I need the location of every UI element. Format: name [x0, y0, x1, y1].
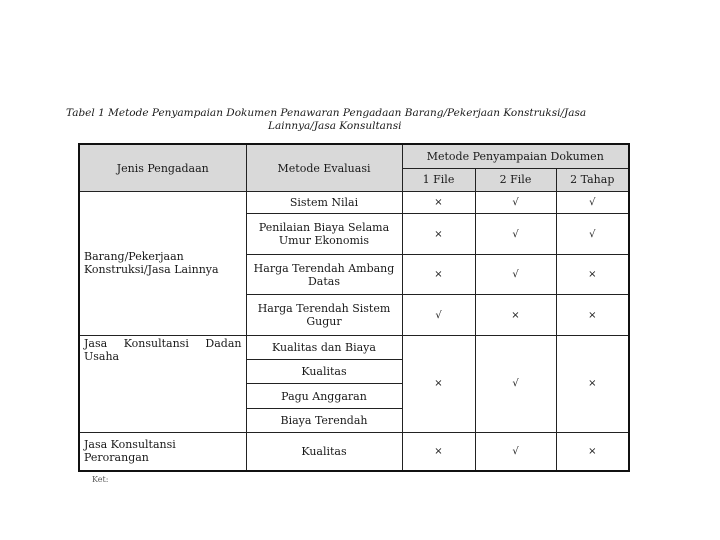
mark-2-file: √	[475, 335, 556, 432]
mark-2-tahap: ×	[556, 432, 629, 471]
group-barang-konstruksi: Barang/Pekerjaan Konstruksi/Jasa Lainnya	[79, 192, 246, 336]
caption-line-2: Lainnya/Jasa Konsultansi	[268, 120, 402, 132]
header-2-tahap: 2 Tahap	[556, 168, 629, 191]
header-metode-evaluasi: Metode Evaluasi	[246, 144, 402, 192]
table-header-row	[79, 144, 629, 168]
metode-cell: Kualitas	[246, 432, 402, 471]
mark-2-file: √	[475, 192, 556, 214]
mark-1-file: ×	[402, 214, 475, 254]
mark-2-file: ×	[475, 295, 556, 335]
metode-cell: Sistem Nilai	[246, 192, 402, 214]
mark-2-file: √	[475, 214, 556, 254]
header-2-file: 2 File	[475, 168, 556, 191]
metode-cell: Biaya Terendah	[246, 408, 402, 432]
group-konsultansi-perorangan: Jasa Konsultansi Perorangan	[79, 432, 246, 471]
metode-cell: Harga Terendah Sistem Gugur	[246, 295, 402, 335]
mark-2-file: √	[475, 254, 556, 294]
header-metode-penyampaian: Metode Penyampaian Dokumen	[402, 144, 629, 168]
table-caption	[66, 107, 606, 133]
mark-2-tahap: √	[556, 214, 629, 254]
table-row	[79, 335, 629, 359]
mark-2-file: √	[475, 432, 556, 471]
metode-cell: Pagu Anggaran	[246, 384, 402, 408]
metode-cell: Harga Terendah Ambang Datas	[246, 254, 402, 294]
mark-1-file: √	[402, 295, 475, 335]
mark-2-tahap: ×	[556, 254, 629, 294]
mark-1-file: ×	[402, 254, 475, 294]
table-row	[79, 432, 629, 471]
header-jenis-pengadaan: Jenis Pengadaan	[79, 144, 246, 192]
caption-line-1: Tabel 1 Metode Penyampaian Dokumen Penawaran Pengadaan Barang/Pekerjaan Konstruksi/Jasa	[66, 107, 587, 119]
header-1-file: 1 File	[402, 168, 475, 191]
mark-2-tahap: ×	[556, 295, 629, 335]
group-konsultansi-badan-usaha: Jasa Konsultansi Dadan Usaha	[79, 335, 246, 432]
mark-2-tahap: √	[556, 192, 629, 214]
mark-2-tahap: ×	[556, 335, 629, 432]
metode-cell: Kualitas	[246, 360, 402, 384]
footer-note: Ket:	[92, 475, 109, 484]
metode-cell: Kualitas dan Biaya	[246, 335, 402, 359]
evaluation-method-table	[78, 143, 630, 472]
table-row	[79, 192, 629, 214]
mark-1-file: ×	[402, 192, 475, 214]
mark-1-file: ×	[402, 432, 475, 471]
metode-cell: Penilaian Biaya Selama Umur Ekonomis	[246, 214, 402, 254]
mark-1-file: ×	[402, 335, 475, 432]
